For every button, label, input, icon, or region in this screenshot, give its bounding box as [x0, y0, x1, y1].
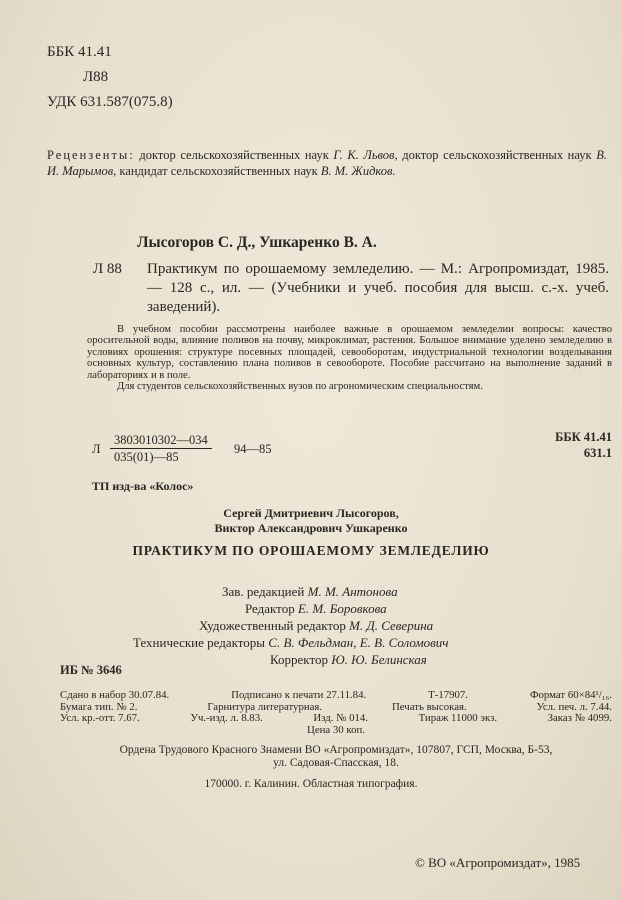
print-field: Бумага тип. № 2.	[60, 700, 138, 713]
publisher-line: ул. Садовая-Спасская, 18.	[273, 757, 399, 769]
card-mark: Л 88	[93, 261, 122, 277]
bbk-right-block	[549, 429, 612, 461]
print-field: Усл. кр.-отт. 7.67.	[60, 712, 140, 725]
reviewer-name: В. И. Марымов,	[47, 148, 607, 178]
staff-line	[0, 617, 622, 634]
staff-line	[0, 634, 622, 651]
staff-role: Редактор	[245, 601, 298, 616]
tp-publisher: ТП изд-ва «Колос»	[92, 479, 194, 493]
print-field: Уч.-изд. л. 8.83.	[190, 712, 263, 725]
full-authors	[0, 506, 622, 536]
print-row	[60, 690, 612, 702]
print-field: Изд. № 014.	[313, 712, 369, 725]
isbn-lead: Л	[92, 442, 101, 456]
reviewer-text: доктор сельскохозяйственных наук	[397, 148, 597, 162]
book-title: ПРАКТИКУМ ПО ОРОШАЕМОМУ ЗЕМЛЕДЕЛИЮ	[132, 543, 490, 558]
print-field: Тираж 11000 экз.	[418, 712, 498, 725]
reviewer-text: кандидат сельскохозяйственных наук	[116, 164, 321, 178]
isbn-code: 94—85	[234, 442, 272, 456]
reviewer-text: доктор сельскохозяйственных наук	[134, 148, 334, 162]
reviewers-paragraph	[47, 147, 607, 179]
staff-name: М. Д. Северина	[349, 618, 434, 633]
reviewer-name: В. М. Жидков.	[320, 164, 396, 178]
isbn-numerator: 3803010302—034	[110, 432, 212, 449]
udk-right: 631.1	[583, 446, 612, 460]
isbn-fraction	[110, 432, 212, 465]
print-field: Гарнитура литературная.	[207, 700, 323, 713]
staff-list	[0, 583, 622, 668]
classification-codes	[47, 40, 173, 115]
reviewer-name: Г. К. Львов,	[333, 148, 398, 162]
staff-name: М. М. Антонова	[307, 584, 398, 599]
staff-name: Е. М. Боровкова	[297, 601, 387, 616]
abstract-paragraph: Для студентов сельскохозяйственных вузов по агрономическим специальностям.	[117, 381, 483, 393]
print-details	[60, 690, 612, 736]
author-mark: Л88	[83, 69, 109, 85]
card-authors: Лысогоров С. Д., Ушкаренко В. А.	[137, 234, 377, 251]
print-field: Подписано к печати 27.11.84.	[231, 689, 367, 701]
staff-name: С. В. Фельдман, Е. В. Соломович	[268, 635, 449, 650]
staff-role: Зав. редакцией	[222, 584, 308, 599]
staff-line	[0, 583, 622, 600]
print-field: Т-17907.	[428, 689, 469, 701]
staff-role: Технические редакторы	[133, 635, 269, 650]
card-description: Практикум по орошаемому земледелию. — М.: Агропромиздат, 1985. — 128 с., ил. — (Учебники и учеб. пособия для высш. с.-х. учеб. заведений).	[147, 261, 609, 315]
print-field: Усл. печ. л. 7.44.	[536, 700, 612, 713]
staff-name: Ю. Ю. Белинская	[331, 652, 427, 667]
bbk-code: ББК 41.41	[47, 44, 112, 60]
staff-role: Художественный редактор	[199, 618, 350, 633]
bbk-right: ББК 41.41	[555, 430, 612, 444]
publisher-address	[60, 744, 612, 770]
print-field: Сдано в набор 30.07.84.	[60, 689, 170, 701]
abstract	[87, 324, 612, 392]
print-field: Заказ № 4099.	[547, 712, 612, 725]
print-field: Печать высокая.	[391, 700, 467, 713]
publisher-line: Ордена Трудового Красного Знамени ВО «Агропромиздат», 107807, ГСП, Москва, Б-53,	[119, 744, 553, 756]
staff-role: Корректор	[270, 652, 332, 667]
copyright: © ВО «Агропромиздат», 1985	[415, 855, 581, 870]
print-field: Формат 60×84¹/₁₆.	[529, 689, 612, 701]
price: Цена 30 коп.	[307, 723, 365, 736]
reviewers-label: Рецензенты:	[47, 148, 135, 162]
ib-number: ИБ № 3646	[60, 663, 122, 677]
abstract-paragraph: В учебном пособии рассмотрены наиболее важные в орошаемом земледелии вопросы: качество оросительной воды, влияние поливов на почву, микроклимат, растения. Большое внимание уделено земледелию в условиях орошения: структуре посевных площадей, севооборотам, индустриальной технологии возделывания основных культур, составлению плана поливов в севообороте. Пособие рассчитано на выполнение заданий в лабораториях и в поле.	[87, 324, 612, 381]
full-author: Сергей Дмитриевич Лысогоров,	[223, 506, 399, 520]
typography-line: 170000. г. Калинин. Областная типография.	[204, 778, 418, 790]
udk-code: УДК 631.587(075.8)	[47, 94, 173, 110]
full-author: Виктор Александрович Ушкаренко	[214, 521, 408, 535]
staff-line	[0, 600, 622, 617]
isbn-denominator: 035(01)—85	[114, 450, 179, 464]
